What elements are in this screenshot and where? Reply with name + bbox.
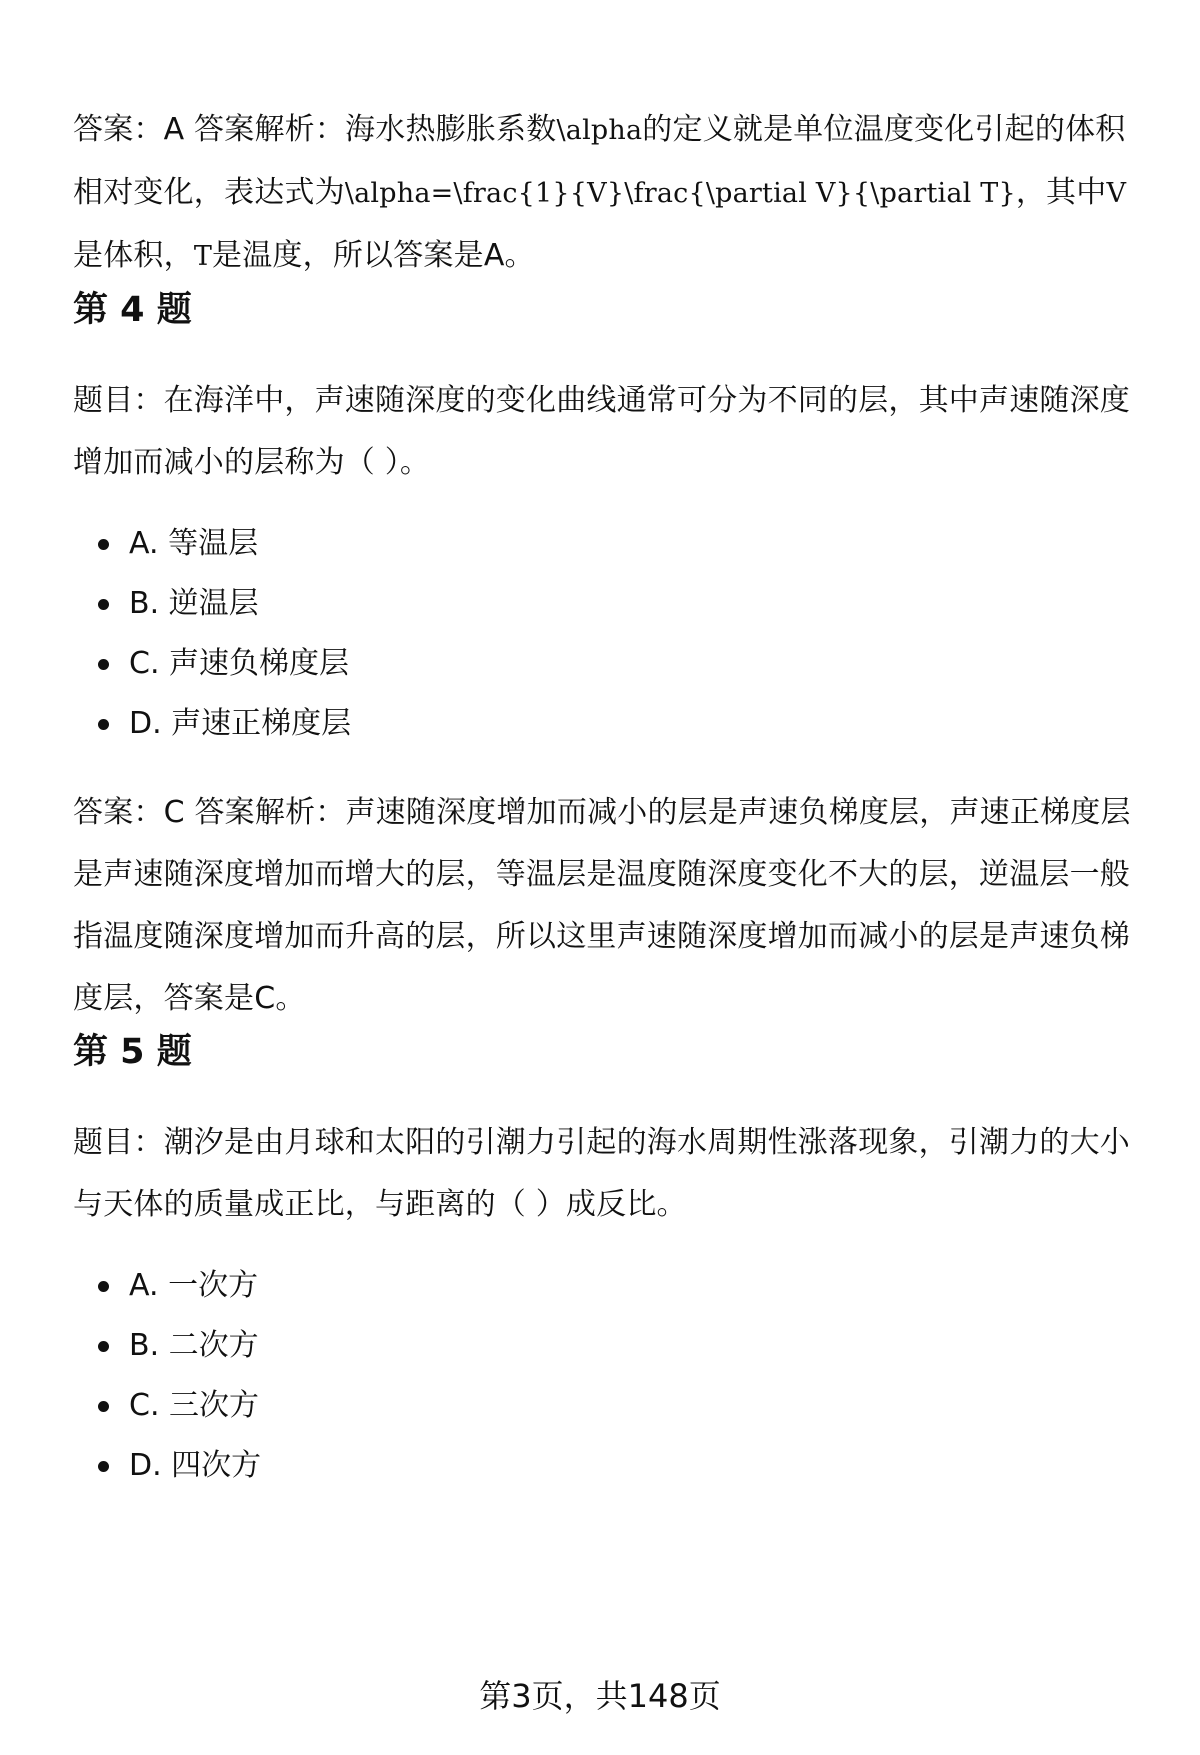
question-4-answer: 答案：C 答案解析：声速随深度增加而减小的层是声速负梯度层，声速正梯度层是声速随深度增加而增大的层，等温层是温度随深度变化不大的层，逆温层一般指温度随深度增加而升高的层，所以这里声速随深度增加而减小的层是声速负梯度层，答案是C。 bbox=[73, 795, 1131, 1016]
math-formula: \alpha=\frac{1}{V}\frac{\partial V}{\partial T} bbox=[344, 178, 1016, 209]
math-alpha: \alpha bbox=[556, 115, 643, 146]
option-label: C. 声速负梯度层 bbox=[129, 646, 350, 681]
answer-text-mid2: ，其中 bbox=[1015, 175, 1107, 210]
option-label: C. 三次方 bbox=[129, 1388, 260, 1423]
question-4-stem: 题目：在海洋中，声速随深度的变化曲线通常可分为不同的层，其中声速随深度增加而减小的层称为（ ）。 bbox=[73, 383, 1130, 480]
question-4-option-d bbox=[73, 694, 1147, 754]
previous-answer-explanation bbox=[73, 99, 1147, 288]
question-4-option-c bbox=[73, 634, 1147, 694]
question-4-option-b bbox=[73, 574, 1147, 634]
bullet-icon bbox=[98, 539, 109, 550]
option-label: B. 二次方 bbox=[129, 1328, 259, 1363]
bullet-icon bbox=[98, 599, 109, 610]
question-4-title: 第 4 题 bbox=[73, 290, 192, 330]
bullet-icon bbox=[98, 719, 109, 730]
question-5-option-b bbox=[73, 1316, 1147, 1376]
question-5-options bbox=[73, 1256, 1147, 1496]
bullet-icon bbox=[98, 1281, 109, 1292]
question-5-stem: 题目：潮汐是由月球和太阳的引潮力引起的海水周期性涨落现象，引潮力的大小与天体的质量成正比，与距离的（ ）成反比。 bbox=[73, 1125, 1130, 1222]
document-page bbox=[73, 0, 1147, 1496]
answer-text-suffix: 是温度，所以答案是A。 bbox=[212, 238, 535, 273]
option-label: A. 等温层 bbox=[129, 526, 259, 561]
question-4-options bbox=[73, 514, 1147, 754]
bullet-icon bbox=[98, 1401, 109, 1412]
page-number-footer: 第3页，共148页 bbox=[479, 1677, 721, 1715]
option-label: D. 声速正梯度层 bbox=[129, 706, 352, 741]
question-5-option-a bbox=[73, 1256, 1147, 1316]
bullet-icon bbox=[98, 659, 109, 670]
bullet-icon bbox=[98, 1461, 109, 1472]
question-5-option-d bbox=[73, 1436, 1147, 1496]
question-5-option-c bbox=[73, 1376, 1147, 1436]
math-v: V bbox=[1106, 178, 1127, 209]
question-4-option-a bbox=[73, 514, 1147, 574]
option-label: A. 一次方 bbox=[129, 1268, 259, 1303]
question-5-title: 第 5 题 bbox=[73, 1032, 192, 1072]
answer-text-mid1: 的定义就是单位温度变化引起的体积相对变化，表达式为 bbox=[73, 112, 1126, 210]
answer-text-prefix: 答案：A 答案解析：海水热膨胀系数 bbox=[73, 112, 557, 147]
math-t: T bbox=[193, 241, 213, 272]
bullet-icon bbox=[98, 1341, 109, 1352]
option-label: D. 四次方 bbox=[129, 1448, 262, 1483]
option-label: B. 逆温层 bbox=[129, 586, 259, 621]
answer-text-mid3: 是体积， bbox=[73, 238, 194, 273]
